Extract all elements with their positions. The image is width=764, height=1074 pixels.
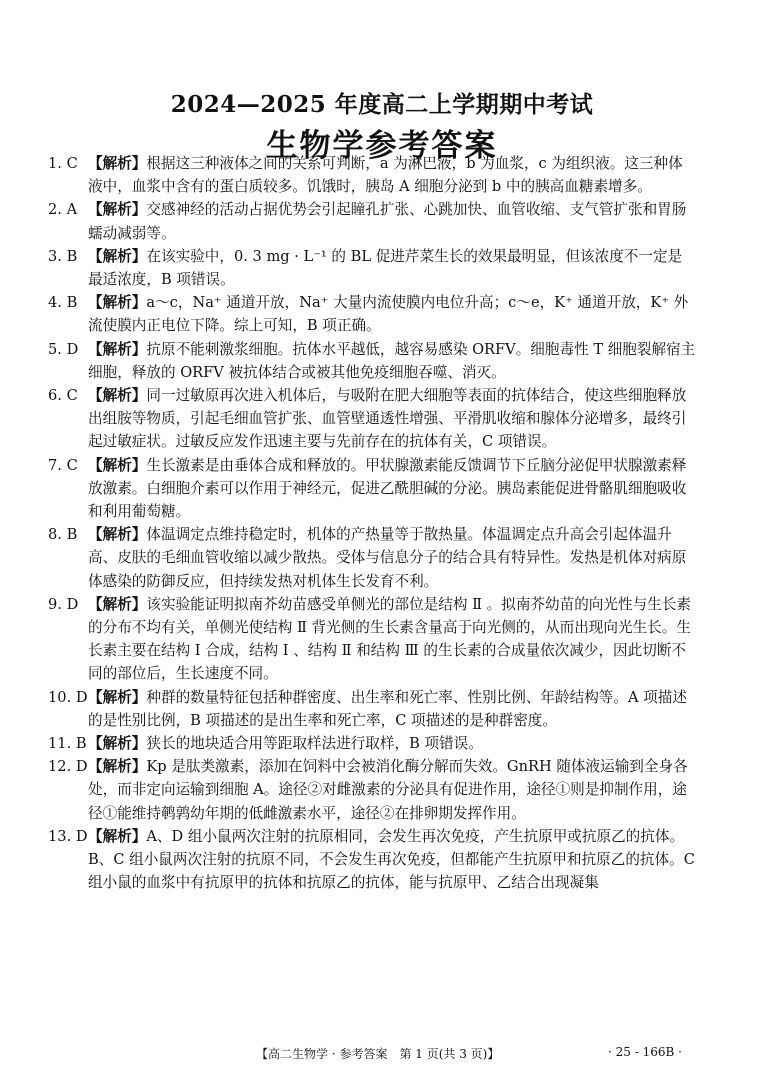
answer-number: 8. B — [48, 526, 78, 544]
answer-body — [88, 828, 695, 891]
answer-item — [48, 593, 696, 686]
answer-text: Kp 是肽类激素，添加在饲料中会被消化酶分解而失效。GnRH 随体液运输到全身各处，而非定向运输到细胞 A。途径②对雌激素的分泌具有促进作用，途径①则是抑制作用，途径①能维持鹌鹑幼年期的低雌激素水平，途径②在排卵期发挥作用。 — [88, 758, 688, 822]
answer-text: a～c，Na⁺ 通道开放，Na⁺ 大量内流使膜内电位升高；c～e，K⁺ 通道开放，K⁺ 外流使膜内正电位下降。综上可知，B 项正确。 — [88, 294, 689, 335]
answer-body — [88, 387, 686, 450]
answer-body — [88, 526, 686, 589]
answer-body — [88, 457, 686, 520]
answer-body — [88, 735, 483, 752]
footer-page-info: 【高二生物学 · 参考答案 第 1 页(共 3 页)】 — [256, 1047, 500, 1061]
analysis-tag: 【解析】 — [88, 247, 147, 265]
answer-body — [88, 758, 688, 821]
page-subtitle: 生物学参考答案 — [266, 128, 498, 164]
answer-body — [88, 341, 695, 381]
answer-text: 体温调定点维持稳定时，机体的产热量等于散热量。体温调定点升高会引起体温升高、皮肤的毛细血管收缩以减少散热。受体与信息分子的结合具有特异性。发热是机体对病原体感染的防御反应，但持续发热对机体生长发育不利。 — [88, 526, 687, 590]
answer-item — [48, 755, 696, 825]
answer-number: 12. D — [48, 758, 88, 776]
answer-body — [88, 155, 683, 195]
answer-item — [48, 732, 696, 755]
analysis-tag: 【解析】 — [88, 294, 147, 312]
answer-body — [88, 596, 691, 683]
answer-item — [48, 152, 696, 198]
answer-number: 4. B — [48, 294, 78, 312]
answer-body — [88, 689, 687, 729]
analysis-tag: 【解析】 — [88, 201, 147, 219]
answer-text: 在该实验中，0. 3 mg · L⁻¹ 的 BL 促进芹菜生长的效果最明显，但该浓度不一定是最适浓度，B 项错误。 — [88, 247, 683, 289]
analysis-tag: 【解析】 — [88, 735, 147, 753]
page-title: 2024—2025 年度高二上学期期中考试 — [170, 91, 594, 118]
answer-number: 9. D — [48, 595, 79, 613]
answer-text: 同一过敏原再次进入机体后，与吸附在肥大细胞等表面的抗体结合，使这些细胞释放出组胺等物质，引起毛细血管扩张、血管壁通透性增强、平滑肌收缩和腺体分泌增多，最终引起过敏症状。过敏反应发作迅速主要与先前存在的抗体有关，C 项错误。 — [88, 387, 687, 451]
answer-item — [48, 523, 696, 593]
answer-text: 种群的数量特征包括种群密度、出生率和死亡率、性别比例、年龄结构等。A 项描述的是性别比例，B 项描述的是出生率和死亡率，C 项描述的是种群密度。 — [88, 688, 687, 729]
answer-item — [48, 338, 696, 384]
answer-body — [88, 294, 688, 334]
answer-text: 狭长的地块适合用等距取样法进行取样，B 项错误。 — [146, 735, 483, 753]
footer-exam-code: · 25 - 166B · — [608, 1045, 682, 1059]
answer-number: 10. D — [48, 688, 88, 706]
answer-text: 根据这三种液体之间的关系可判断，a 为淋巴液，b 为血浆，c 为组织液。这三种体液中，血浆中含有的蛋白质较多。饥饿时，胰岛 A 细胞分泌到 b 中的胰高血糖素增多。 — [88, 155, 683, 196]
answer-text: A、D 组小鼠两次注射的抗原相同，会发生再次免疫，产生抗原甲或抗原乙的抗体。B、C 组小鼠两次注射的抗原不同，不会发生再次免疫，但都能产生抗原甲和抗原乙的抗体。C 组小鼠的血浆中有抗原甲的抗体和抗原乙的抗体，能与抗原甲、乙结合出现凝集 — [88, 827, 695, 892]
analysis-tag: 【解析】 — [88, 456, 147, 474]
analysis-tag: 【解析】 — [88, 526, 147, 544]
answer-item — [48, 825, 696, 895]
answer-item — [48, 291, 696, 337]
answer-body — [88, 201, 686, 241]
analysis-tag: 【解析】 — [88, 595, 147, 613]
answer-item — [48, 384, 696, 454]
answer-number: 13. D — [48, 827, 88, 845]
answer-list — [48, 152, 696, 895]
answer-text: 抗原不能刺激浆细胞。抗体水平越低，越容易感染 ORFV。细胞毒性 T 细胞裂解宿主细胞，释放的 ORFV 被抗体结合或被其他免疫细胞吞噬、消灭。 — [88, 340, 696, 381]
answer-text: 交感神经的活动占据优势会引起瞳孔扩张、心跳加快、血管收缩、支气管扩张和胃肠蠕动减弱等。 — [88, 201, 687, 242]
analysis-tag: 【解析】 — [88, 827, 147, 845]
answer-body — [88, 248, 682, 288]
analysis-tag: 【解析】 — [88, 340, 147, 358]
answer-item — [48, 198, 696, 244]
answer-text: 该实验能证明拟南芥幼苗感受单侧光的部位是结构 Ⅱ 。拟南芥幼苗的向光性与生长素的分布不均有关，单侧光使结构 Ⅱ 背光侧的生长素含量高于向光侧的，从而出现向光生长。生长素主要在结构 Ⅰ 合成，结构 Ⅰ 、结构 Ⅱ 和结构 Ⅲ 的生长素的合成量依次减少，因此切断不同的部位后，生长速度不同。 — [88, 595, 691, 683]
answer-number: 7. C — [48, 456, 78, 474]
answer-item — [48, 245, 696, 291]
answer-number: 3. B — [48, 247, 78, 265]
answer-number: 2. A — [48, 201, 78, 219]
analysis-tag: 【解析】 — [88, 758, 147, 776]
analysis-tag: 【解析】 — [88, 155, 147, 172]
answer-number: 6. C — [48, 387, 78, 405]
analysis-tag: 【解析】 — [88, 387, 147, 405]
answer-number: 1. C — [48, 155, 78, 172]
analysis-tag: 【解析】 — [88, 688, 147, 706]
answer-text: 生长激素是由垂体合成和释放的。甲状腺激素能反馈调节下丘脑分泌促甲状腺激素释放激素。白细胞介素可以作用于神经元，促进乙酰胆碱的分泌。胰岛素能促进骨骼肌细胞吸收和利用葡萄糖。 — [88, 456, 687, 521]
answer-number: 11. B — [48, 735, 87, 753]
answer-item — [48, 454, 696, 524]
answer-item — [48, 686, 696, 732]
answer-number: 5. D — [48, 340, 79, 358]
